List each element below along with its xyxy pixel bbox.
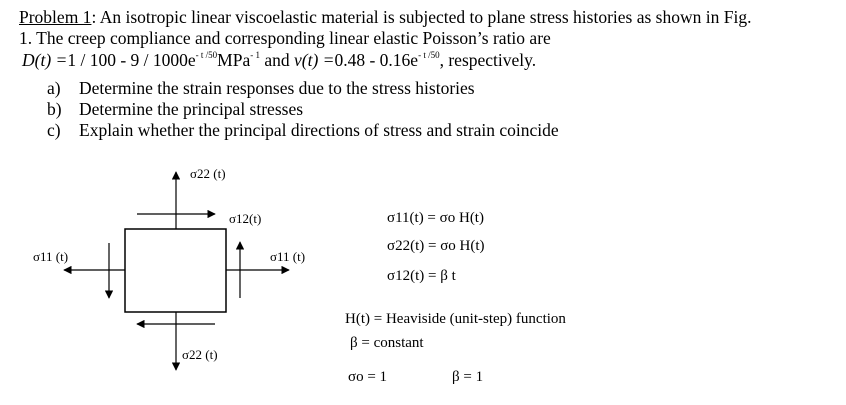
sigma22-bottom-label: σ22 (t) <box>182 347 218 362</box>
compliance-exponent: - t /50 <box>195 50 218 60</box>
compliance-lhs: D(t) = <box>22 50 68 70</box>
and-text: and <box>259 50 295 70</box>
equation-sigma11: σ11(t) = σo H(t) <box>387 210 484 226</box>
task-c-label: c) <box>47 120 61 140</box>
sigma0-value: σo = 1 <box>348 369 388 385</box>
compliance-rhs: 1 / 100 - 9 / 1000e <box>67 50 196 70</box>
problem-text-2: 1. The creep compliance and corresponding linear elastic Poisson’s ratio are <box>19 28 551 48</box>
poisson-exponent: - t /50 <box>418 50 440 60</box>
task-a-label: a) <box>47 78 61 98</box>
beta-value: β = 1 <box>452 369 484 385</box>
respectively-text: , respectively. <box>439 50 537 70</box>
task-c-text: Explain whether the principal directions of stress and strain coincide <box>79 120 559 140</box>
poisson-rhs: 0.48 - 0.16e <box>334 50 419 70</box>
sigma11-left-label: σ11 (t) <box>33 249 69 264</box>
beta-constant: β = constant <box>350 335 424 351</box>
task-b-label: b) <box>47 99 62 119</box>
heaviside-definition: H(t) = Heaviside (unit-step) function <box>345 311 566 327</box>
sigma12-label: σ12(t) <box>229 211 262 226</box>
equation-sigma12: σ12(t) = β t <box>387 268 456 284</box>
equation-sigma22: σ22(t) = σo H(t) <box>387 238 485 254</box>
sigma22-top-label: σ22 (t) <box>190 166 226 181</box>
problem-label: Problem 1 <box>19 7 92 27</box>
sigma11-right-label: σ11 (t) <box>270 249 306 264</box>
task-b-text: Determine the principal stresses <box>79 99 304 119</box>
task-a-text: Determine the strain responses due to the stress histories <box>79 78 475 98</box>
problem-text-1: : An isotropic linear viscoelastic material is subjected to plane stress histories as shown in Fig. <box>91 7 752 27</box>
poisson-lhs: ν(t) = <box>294 50 335 70</box>
compliance-unit-exponent: - 1 <box>250 50 260 60</box>
element-square <box>125 229 226 312</box>
compliance-unit: MPa <box>217 50 251 70</box>
